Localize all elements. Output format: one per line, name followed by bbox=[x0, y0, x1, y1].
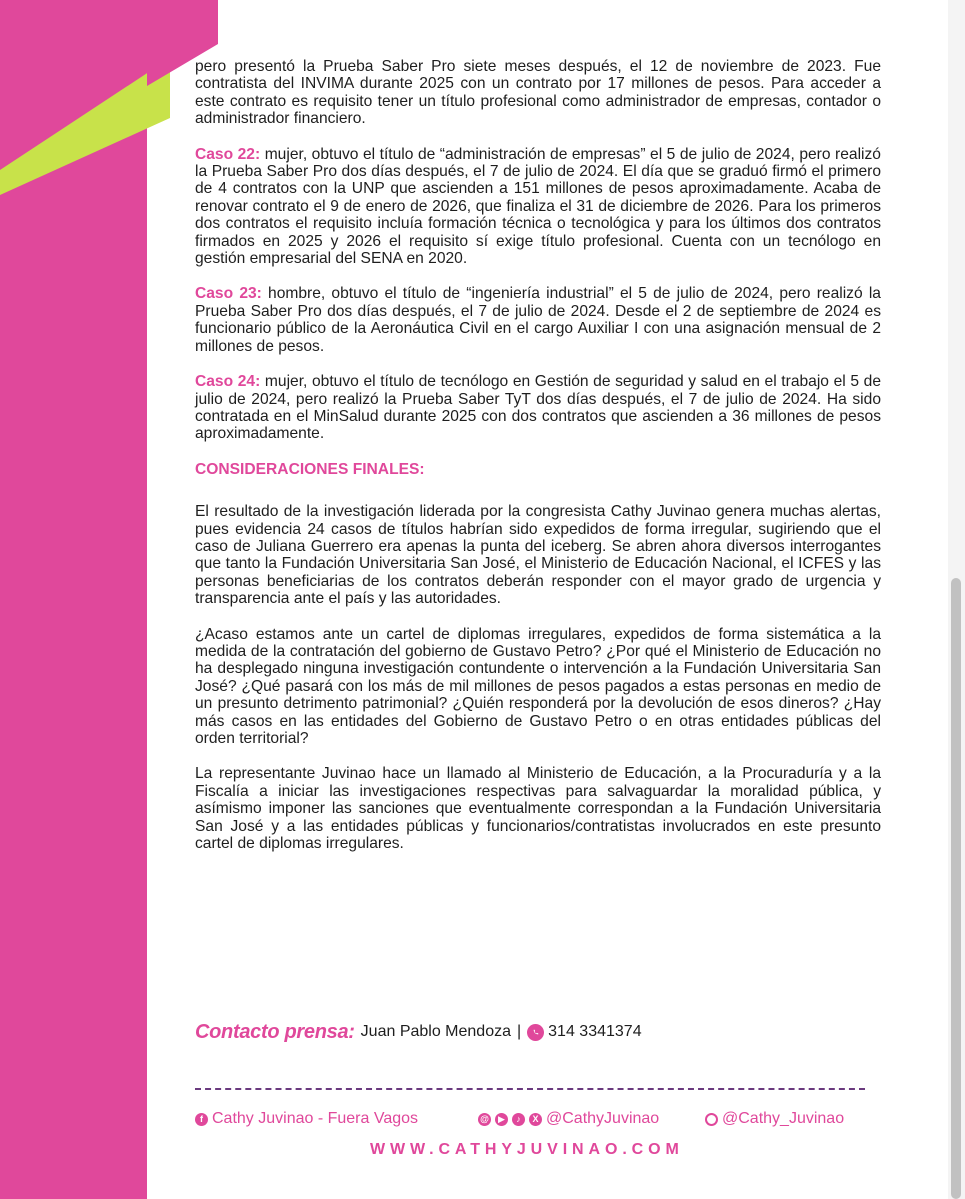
case-23-label: Caso 23: bbox=[195, 285, 262, 303]
x-icon: X bbox=[529, 1113, 542, 1126]
contact-separator: | bbox=[517, 1023, 522, 1040]
document-content bbox=[195, 58, 881, 870]
closing-paragraph-2: ¿Acaso estamos ante un cartel de diplomas irregulares, expedidos de forma sistemática a la medida de la contratación del gobierno de Gustavo Petro? ¿Por qué el Ministerio de Educación no ha desplegado ninguna investigación contundente o intervención a la Fundación Universitaria San José? ¿Qué pasará con los más de mil millones de pesos pagados a estas personas en medio de un presunto detrimento patrimonial? ¿Quién responderá por la devolución de esos dineros? ¿Hay más casos en las entidades del Gobierno de Gustavo Petro o en otras entidades públicas del orden territorial? bbox=[195, 625, 881, 747]
whatsapp-icon bbox=[527, 1024, 544, 1041]
case-24-label: Caso 24: bbox=[195, 373, 261, 391]
lime-stripe bbox=[0, 58, 170, 195]
case-23-paragraph bbox=[195, 285, 881, 355]
case-22-text: mujer, obtuvo el título de “administración de empresas” el 5 de julio de 2024, pero realizó la Prueba Saber Pro dos días después, el 7 de julio de 2024. El día que se graduó firmó el primero de 4 contratos con la UNP que ascienden a 151 millones de pesos aproximadamente. Acaba de renovar contrato el 9 de enero de 2026, que finaliza el 31 de diciembre de 2026. Para los primeros dos contratos el requisito incluía formación técnica o tecnológica y para los últimos dos contratos firmados en 2025 y 2026 el requisito sí exige título profesional. Cuenta con un tecnólogo en gestión empresarial del SENA en 2020. bbox=[195, 145, 881, 268]
facebook-label: Cathy Juvinao - Fuera Vagos bbox=[212, 1110, 419, 1127]
instagram-link[interactable] bbox=[705, 1110, 844, 1128]
tiktok-icon: ♪ bbox=[512, 1113, 525, 1126]
case-22-paragraph bbox=[195, 146, 881, 268]
case-24-text: mujer, obtuvo el título de tecnólogo en Gestión de seguridad y salud en el trabajo el 5 de julio de 2024, pero realizó la Prueba Saber TyT dos días después, el 7 de julio de 2024. Ha sido contratada en el MinSalud durante 2025 con dos contratos que ascienden a 36 millones de pesos aproximadamente. bbox=[195, 373, 881, 443]
corner-decoration bbox=[0, 0, 220, 200]
threads-icon: @ bbox=[478, 1113, 491, 1126]
scrollbar-thumb[interactable] bbox=[951, 578, 961, 1199]
instagram-handle: @Cathy_Juvinao bbox=[722, 1110, 845, 1127]
closing-paragraph-1: El resultado de la investigación liderada por la congresista Cathy Juvinao genera muchas alertas, pues evidencia 24 casos de títulos habrían sido expedidos de forma irregular, sugiriendo que el caso de Juliana Guerrero era apenas la punta del iceberg. Se abren ahora diversos interrogantes que tanto la Fundación Universitaria San José, el Ministerio de Educación Nacional, el ICFES y las personas beneficiarias de los contratos deberán responder con el mayor grado de urgencia y transparencia ante el país y las autoridades. bbox=[195, 503, 881, 608]
case-24-paragraph bbox=[195, 373, 881, 443]
intro-paragraph: pero presentó la Prueba Saber Pro siete meses después, el 12 de noviembre de 2023. Fue contratista del INVIMA durante 2025 con un contrato por 17 millones de pesos. Para acceder a este contrato es requisito tener un título profesional como administrador de empresas, contador o administrador financiero. bbox=[195, 58, 881, 128]
press-contact bbox=[195, 1019, 642, 1045]
closing-paragraph-3: La representante Juvinao hace un llamado al Ministerio de Educación, a la Procuraduría y a la Fiscalía a iniciar las investigaciones respectivas para salvaguardar la moralidad pública, y asímismo imponer las sanciones que eventualmente correspondan a la Fundación Universitaria San José y a las entidades públicas y funcionarios/contratistas involucrados en este presunto cartel de diplomas irregulares. bbox=[195, 765, 881, 853]
case-23-text: hombre, obtuvo el título de “ingeniería industrial” el 5 de julio de 2024, pero realizó la Prueba Saber Pro dos días después, el 7 de julio de 2024. Desde el 2 de septiembre de 2024 es funcionario público de la Aeronáutica Civil en el cargo Auxiliar I con una asignación mensual de 2 millones de pesos. bbox=[195, 285, 881, 355]
case-22-label: Caso 22: bbox=[195, 145, 261, 163]
contact-name: Juan Pablo Mendoza bbox=[360, 1023, 511, 1040]
section-heading: CONSIDERACIONES FINALES: bbox=[195, 460, 425, 478]
cathyjuvinao-link[interactable] bbox=[478, 1110, 659, 1128]
facebook-icon: f bbox=[195, 1113, 208, 1126]
cathyjuvinao-handle: @CathyJuvinao bbox=[546, 1110, 660, 1127]
youtube-icon: ▶ bbox=[495, 1113, 508, 1126]
footer-divider bbox=[195, 1088, 865, 1090]
social-footer bbox=[195, 1110, 865, 1130]
website-link[interactable]: WWW.CATHYJUVINAO.COM bbox=[370, 1141, 684, 1158]
instagram-icon bbox=[705, 1113, 718, 1126]
contact-label: Contacto prensa: bbox=[195, 1020, 355, 1043]
contact-phone[interactable]: 314 3341374 bbox=[548, 1023, 642, 1040]
facebook-link[interactable] bbox=[195, 1110, 418, 1128]
